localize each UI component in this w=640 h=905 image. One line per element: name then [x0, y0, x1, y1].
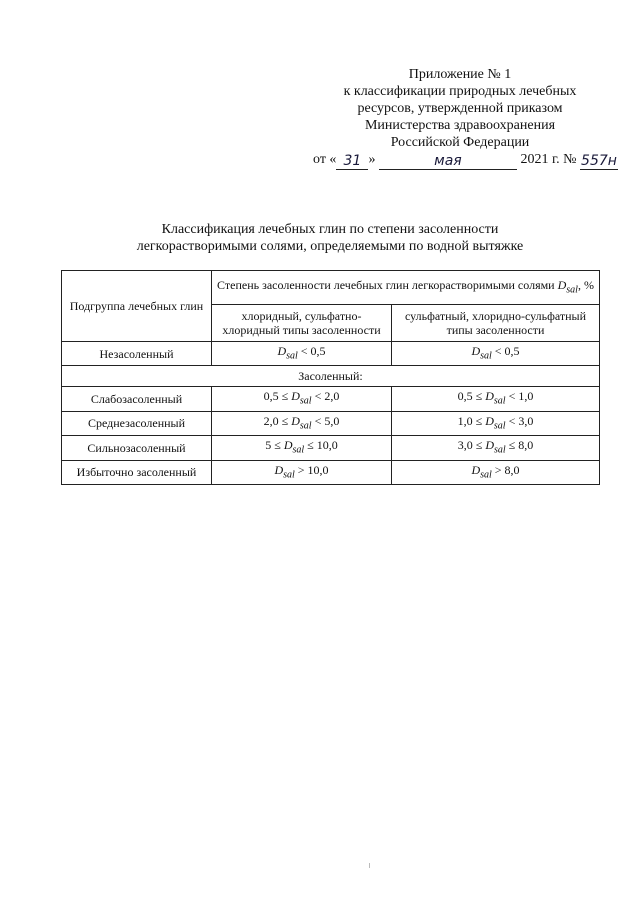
- value-suffix: < 1,0: [505, 389, 534, 404]
- subgroup-name: Среднезасоленный: [62, 411, 212, 435]
- dsal-subscript: sal: [286, 350, 298, 362]
- dsal-symbol: D: [291, 413, 300, 428]
- appendix-line: Российской Федерации: [390, 135, 530, 150]
- document-title: [60, 221, 600, 255]
- date-mid: »: [368, 152, 376, 167]
- title-line-2: легкорастворимыми солями, определяемыми по водной вытяжке: [136, 239, 524, 254]
- scan-artifact: [369, 863, 370, 868]
- dsal-subscript: sal: [299, 420, 312, 432]
- value-chloride: [212, 342, 392, 366]
- dsal-subscript: sal: [480, 350, 492, 362]
- dsal-symbol: D: [485, 413, 494, 428]
- value-suffix: ≤ 8,0: [505, 438, 534, 453]
- dsal-symbol: D: [277, 344, 287, 358]
- dsal-subscript: sal: [494, 444, 506, 456]
- value-prefix: 3,0 ≤: [457, 438, 486, 453]
- value-prefix: 0,5 ≤: [263, 389, 292, 404]
- table-row: [62, 342, 600, 366]
- dsal-symbol: D: [485, 389, 494, 404]
- group-label: Засоленный:: [62, 366, 600, 387]
- date-prefix: от «: [313, 152, 337, 167]
- title-line-1: Классификация лечебных глин по степени засоленности: [161, 222, 499, 237]
- value-sulfate: [392, 342, 600, 366]
- table-row: [62, 411, 600, 435]
- dsal-subscript: sal: [493, 395, 506, 407]
- header-degree: [212, 271, 600, 305]
- value-suffix: ≤ 10,0: [304, 438, 338, 453]
- dsal-symbol: D: [274, 462, 284, 477]
- value-sulfate: [392, 387, 600, 411]
- value-chloride: [212, 436, 392, 460]
- dsal-symbol: D: [291, 389, 300, 404]
- header-degree-subscript: sal: [566, 284, 578, 296]
- value-prefix: 5 ≤: [265, 438, 284, 453]
- dsal-symbol: D: [283, 438, 293, 453]
- value-suffix: > 10,0: [294, 462, 329, 477]
- appendix-line: Приложение № 1: [408, 67, 512, 82]
- table-row: [62, 387, 600, 411]
- value-suffix: < 0,5: [491, 344, 520, 358]
- table-body: [62, 342, 600, 485]
- value-sulfate: [392, 460, 600, 484]
- header-subgroup: Подгруппа лечебных глин: [62, 271, 212, 342]
- value-suffix: < 3,0: [505, 413, 534, 428]
- dsal-subscript: sal: [283, 468, 295, 480]
- dsal-symbol: D: [471, 344, 481, 358]
- subgroup-name: Сильнозасоленный: [62, 436, 212, 460]
- value-sulfate: [392, 436, 600, 460]
- table-row: [62, 460, 600, 484]
- header-degree-text: Степень засоленности лечебных глин легкорастворимыми солями: [217, 277, 555, 292]
- value-prefix: 0,5 ≤: [457, 389, 486, 404]
- dsal-symbol: D: [471, 462, 481, 477]
- classification-table: [61, 270, 600, 485]
- table-row: [62, 436, 600, 460]
- appendix-header: [300, 66, 620, 151]
- value-chloride: [212, 411, 392, 435]
- date-day-handwritten: 31: [336, 153, 368, 170]
- order-number-handwritten: 557н: [581, 153, 617, 169]
- subgroup-name: Избыточно засоленный: [62, 460, 212, 484]
- value-prefix: 1,0 ≤: [457, 413, 486, 428]
- value-chloride: [212, 387, 392, 411]
- value-chloride: [212, 460, 392, 484]
- dsal-subscript: sal: [292, 444, 305, 456]
- value-sulfate: [392, 411, 600, 435]
- appendix-line: ресурсов, утвержденной приказом: [357, 101, 563, 116]
- value-prefix: 2,0 ≤: [263, 413, 292, 428]
- subgroup-name: Незасоленный: [62, 342, 212, 366]
- appendix-line: к классификации природных лечебных: [343, 84, 577, 99]
- value-suffix: < 0,5: [297, 344, 326, 358]
- value-suffix: < 5,0: [311, 413, 340, 428]
- header-type-chloride: хлоридный, сульфатно-хлоридный типы засоленности: [212, 305, 392, 342]
- date-year: 2021 г. №: [520, 152, 577, 167]
- value-suffix: > 8,0: [491, 462, 520, 477]
- header-degree-symbol: D: [557, 277, 567, 292]
- subgroup-name: Слабозасоленный: [62, 387, 212, 411]
- header-degree-unit: , %: [577, 277, 594, 292]
- dsal-symbol: D: [485, 438, 494, 453]
- dsal-subscript: sal: [299, 395, 312, 407]
- order-date-line: [313, 150, 633, 170]
- dsal-subscript: sal: [480, 468, 492, 480]
- table-group-row: [62, 366, 600, 387]
- appendix-line: Министерства здравоохранения: [364, 118, 556, 133]
- date-month-handwritten: мая: [379, 153, 517, 170]
- value-suffix: < 2,0: [311, 389, 340, 404]
- dsal-subscript: sal: [493, 420, 506, 432]
- header-type-sulfate: сульфатный, хлоридно-сульфатный типы засоленности: [392, 305, 600, 342]
